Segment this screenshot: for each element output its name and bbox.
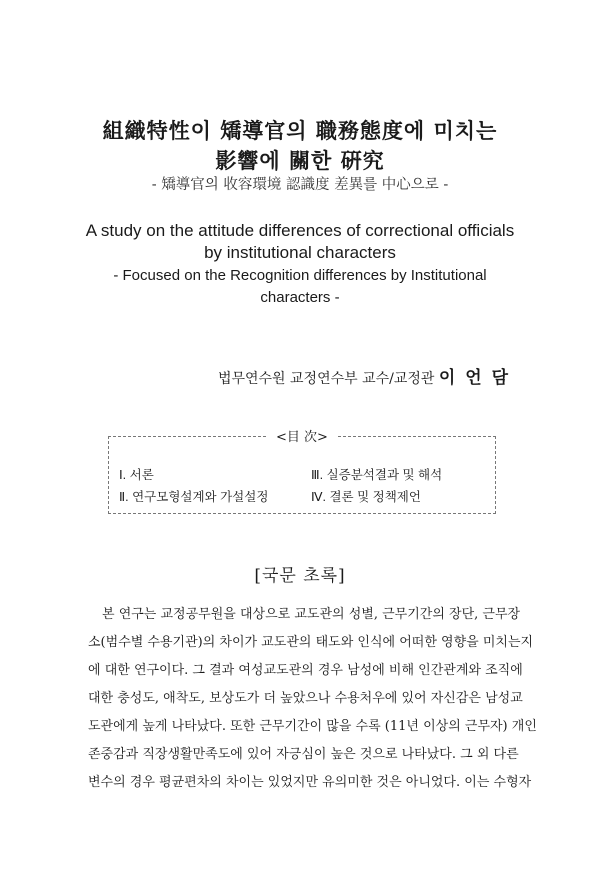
toc-item-4: Ⅳ. 결론 및 정책제언 bbox=[311, 490, 421, 504]
table-of-contents bbox=[108, 430, 496, 514]
toc-item-3: Ⅲ. 실증분석결과 및 해석 bbox=[311, 468, 443, 482]
abstract-line: 대한 충성도, 애착도, 보상도가 더 높았으나 수용처우에 있어 자신감은 남성교 bbox=[88, 691, 523, 706]
author-name: 이 언 담 bbox=[438, 368, 510, 388]
abstract-line: 소(범수별 수용기관)의 차이가 교도관의 태도와 인식에 어떠한 영향을 미치는지 bbox=[88, 635, 534, 650]
toc-item-1: Ⅰ. 서론 bbox=[119, 468, 154, 482]
english-title-line-2: by institutional characters bbox=[204, 243, 396, 262]
abstract-line: 본 연구는 교정공무원을 대상으로 교도관의 성별, 근무기간의 장단, 근무장 bbox=[102, 607, 521, 622]
english-subtitle-line-1: - Focused on the Recognition differences by Institutional bbox=[113, 267, 487, 284]
abstract-line: 존중감과 직장생활만족도에 있어 자긍심이 높은 것으로 나타났다. 그 외 다른 bbox=[88, 747, 519, 762]
author-affiliation: 법무연수원 교정연수부 교수/교정관 bbox=[217, 371, 435, 387]
toc-heading: <目 次> bbox=[266, 430, 338, 445]
abstract-heading: [국문 초록] bbox=[254, 566, 346, 586]
abstract-line: 에 대한 연구이다. 그 결과 여성교도관의 경우 남성에 비해 인간관계와 조직에 bbox=[88, 663, 523, 678]
korean-title-line-1: 組織特性이 矯導官의 職務態度에 미치는 bbox=[102, 118, 498, 143]
english-title-line-1: A study on the attitude differences of correctional officials bbox=[85, 221, 515, 240]
author-line bbox=[218, 370, 510, 387]
english-subtitle-line-2: characters - bbox=[260, 289, 340, 306]
korean-subtitle: - 矯導官의 收容環境 認識度 差異를 中心으로 - bbox=[151, 177, 449, 193]
abstract-line: 도관에게 높게 나타났다. 또한 근무기간이 많을 수록 (11년 이상의 근무자) 개인 bbox=[88, 719, 537, 734]
korean-title-line-2: 影響에 關한 硏究 bbox=[215, 148, 385, 173]
toc-item-2: Ⅱ. 연구모형설계와 가설설정 bbox=[119, 490, 269, 504]
abstract-line: 변수의 경우 평균편차의 차이는 있었지만 유의미한 것은 아니었다. 이는 수형자 bbox=[88, 775, 532, 790]
